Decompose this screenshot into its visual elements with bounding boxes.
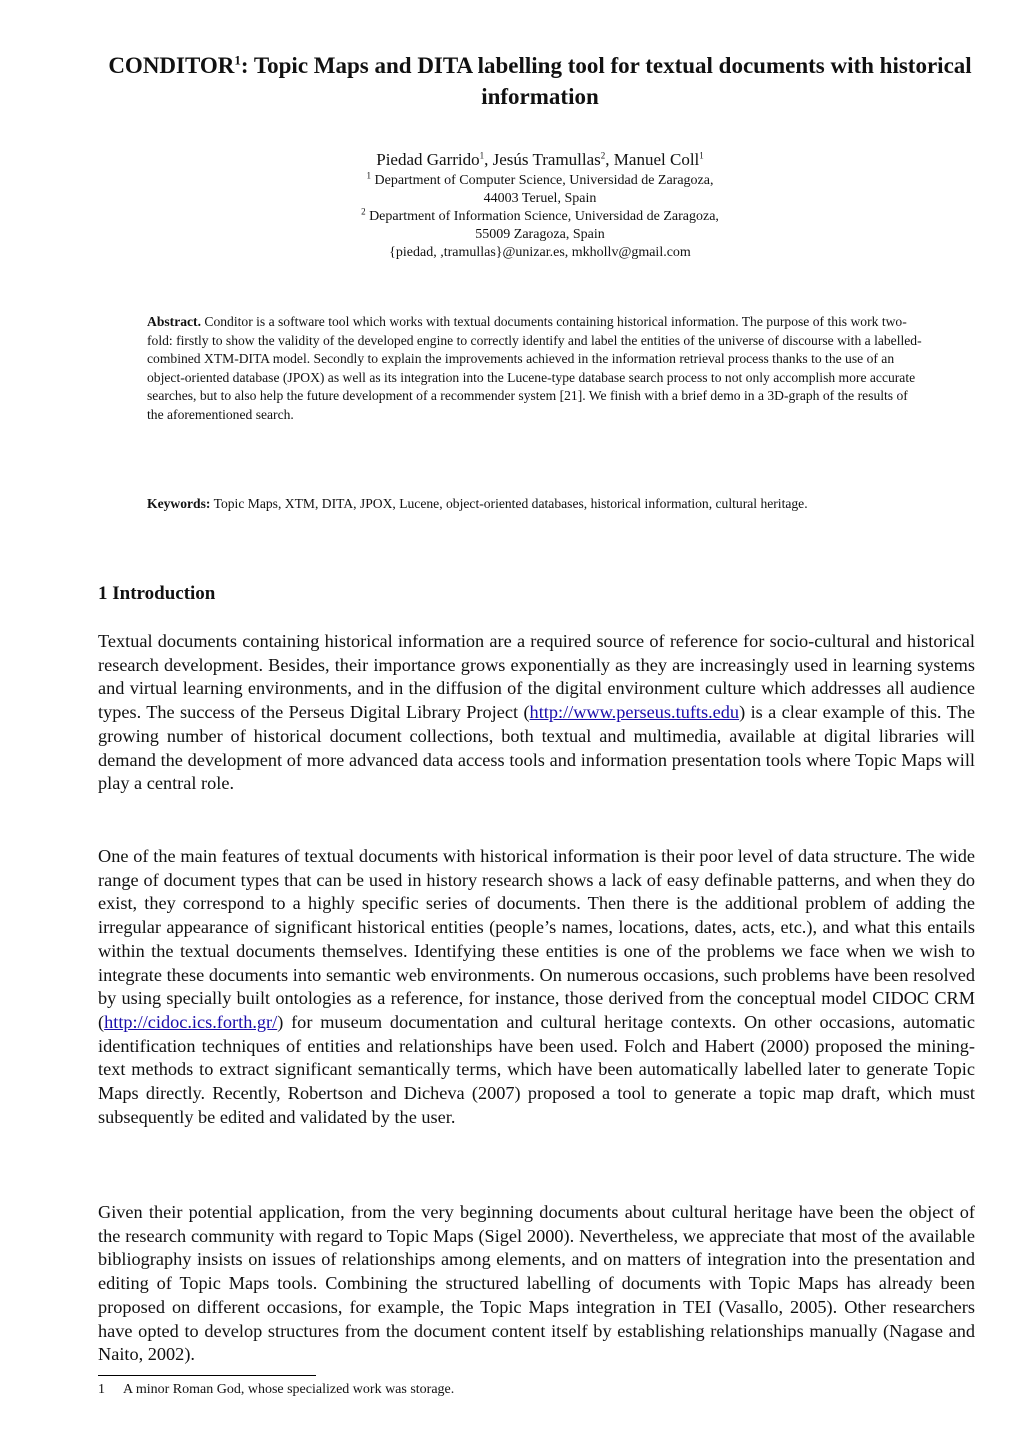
cidoc-link[interactable]: http://cidoc.ics.forth.gr/ [104, 1011, 278, 1032]
affil-mark: 1 [366, 170, 371, 181]
author-affil-mark: 2 [600, 150, 606, 161]
affiliation-1-address: 44003 Teruel, Spain [483, 191, 597, 206]
affiliations [200, 172, 880, 262]
paragraph-text: Textual documents containing historical information are a required source of reference for socio-cultural and historical research development. Besides, their importance grows exponentially as they are increasingly used in learning systems and virtual learning environments, and in the diffusion of the digital environment culture which addresses all audience types. The success of the Perseus Digital Library Project ( [98, 631, 975, 723]
footnote [98, 1381, 454, 1399]
author-separator: , [484, 150, 493, 169]
paragraph-text: One of the main features of textual documents with historical information is their poor level of data structure. The wide range of document types that can be used in history research shows a lack of easy definable patterns, and when they do exist, they correspond to a highly specific series of documents. Then there is the additional problem of adding the irregular appearance of significant historical entities (people’s names, locations, dates, acts, etc.), and what this entails within the textual documents themselves. Identifying these entities is one of the problems we face when we wish to integrate these documents into semantic web environments. On numerous occasions, such problems have been resolved by using specially built ontologies as a reference, for instance, those derived from the conceptual model CIDOC CRM ( [98, 846, 975, 1032]
keywords-label: Keywords: [147, 496, 211, 511]
author-list [200, 150, 880, 170]
abstract-label: Abstract. [147, 314, 201, 329]
abstract [147, 313, 922, 424]
author-separator: , [605, 150, 614, 169]
affil-text: Department of Computer Science, Universidad de Zaragoza, [371, 173, 714, 188]
paragraph-text: ) for museum documentation and cultural heritage contexts. On other occasions, automatic identification techniques of entities and relationships have been used. Folch and Habert (2000) proposed the mining-text methods to extract significant semantically terms, which have been automatically labelled later to generate Topic Maps directly. Recently, Robertson and Dicheva (2007) proposed a tool to generate a topic map draft, which must subsequently be edited and validated by the user. [98, 1011, 975, 1127]
footnote-number: 1 [98, 1382, 105, 1397]
paragraph-2 [98, 845, 975, 1129]
abstract-text: Conditor is a software tool which works with textual documents containing historical information. The purpose of this work two-fold: firstly to show the validity of the developed engine to correctly identify and label the entities of the universe of discourse with a labelled-combined XTM-DITA model. Secondly to explain the improvements achieved in the information retrieval process thanks to the use of an object-oriented database (JPOX) as well as its integration into the Lucene-type database search process to not only accomplish more accurate searches, but to also help the future development of a recommender system [21]. We finish with a brief demo in a 3D-graph of the results of the aforementioned search. [147, 314, 922, 422]
paragraph-3: Given their potential application, from the very beginning documents about cultural heritage have been the object of the research community with regard to Topic Maps (Sigel 2000). Nevertheless, we appreciate that most of the available bibliography insists on issues of relationships among elements, and on matters of integration into the presentation and editing of Topic Maps tools. Combining the structured labelling of documents with Topic Maps has already been proposed on different occasions, for example, the Topic Maps integration in TEI (Vasallo, 2005). Other researchers have opted to develop structures from the document content itself by establishing relationships manually (Nagase and Naito, 2002). [98, 1202, 975, 1365]
perseus-link[interactable]: http://www.perseus.tufts.edu [529, 702, 740, 723]
author-name: Piedad Garrido [376, 150, 480, 169]
affiliation-1 [200, 172, 880, 190]
title-footnote-mark[interactable]: 1 [234, 52, 241, 68]
keywords [147, 495, 922, 513]
keywords-text: Topic Maps, XTM, DITA, JPOX, Lucene, object-oriented databases, historical information, cultural heritage. [210, 496, 808, 511]
paragraph-text: ) is a clear example of this. The growing number of historical document collections, both textual and multimedia, available at digital libraries will demand the development of more advanced data access tools and information presentation tools where Topic Maps will play a central role. [98, 702, 975, 794]
author-emails: {piedad, ,tramullas}@unizar.es, mkhollv@gmail.com [389, 245, 691, 260]
section-heading: 1 Introduction [98, 583, 216, 604]
affiliation-2-address: 55009 Zaragoza, Spain [475, 227, 605, 242]
affil-mark: 2 [361, 206, 366, 217]
affil-text: Department of Information Science, Universidad de Zaragoza, [365, 209, 719, 224]
affiliation-2 [200, 208, 880, 226]
author-name: Jesús Tramullas [492, 150, 601, 169]
author-name: Manuel Coll [613, 150, 700, 169]
paragraph-1 [98, 630, 975, 796]
author-affil-mark: 1 [479, 150, 485, 161]
author-affil-mark: 1 [699, 150, 704, 161]
footnote-divider [98, 1375, 316, 1376]
paper-title [100, 50, 980, 112]
footnote-text: A minor Roman God, whose specialized work was storage. [123, 1382, 455, 1397]
title-rest: : Topic Maps and DITA labelling tool for textual documents with historical information [240, 53, 972, 109]
title-main: CONDITOR [108, 53, 235, 78]
